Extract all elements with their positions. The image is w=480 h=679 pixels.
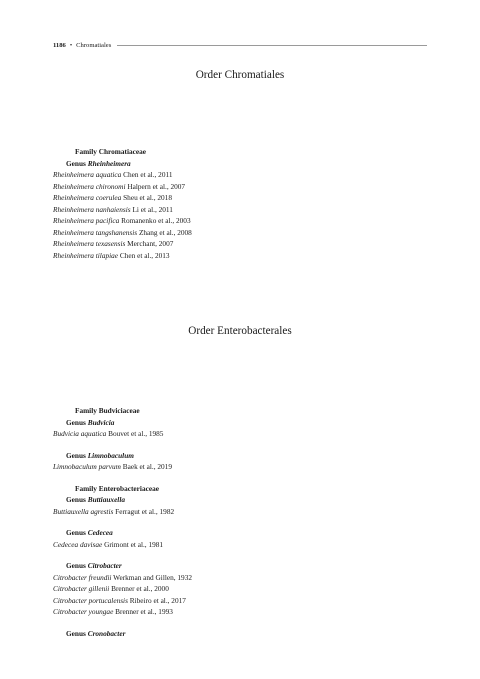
- enterobacterales-listing: [53, 405, 192, 639]
- genus-heading: Genus Cedecea: [66, 528, 113, 537]
- genus-name: Cedecea: [87, 528, 113, 537]
- species-entry: Rheinheimera nanhaiensis Li et al., 2011: [53, 204, 173, 214]
- chromatiales-listing: [53, 146, 192, 261]
- species-entry: Citrobacter gillenii Brenner et al., 2000: [53, 584, 169, 593]
- header-bullet: •: [69, 42, 73, 49]
- running-head: [53, 41, 427, 50]
- species-entry: Rheinheimera pacifica Romanenko et al., 2003: [53, 216, 191, 225]
- family-heading: Family Enterobacteriaceae: [75, 483, 159, 493]
- species-entry: Rheinheimera coerulea Sheu et al., 2018: [53, 193, 172, 202]
- header-rule: [117, 45, 427, 46]
- species-entry: Citrobacter portucalensis Ribeiro et al., 2017: [53, 595, 186, 605]
- species-entry: Citrobacter freundii Werkman and Gillen, 1932: [53, 572, 193, 582]
- genus-name: Budvicia: [87, 417, 115, 427]
- species-entry: Rheinheimera texasensis Merchant, 2007: [53, 239, 174, 248]
- genus-name: Limnobaculum: [87, 450, 134, 460]
- genus-heading: Genus Citrobacter: [66, 561, 122, 570]
- genus-heading: Genus Cronobacter: [66, 628, 126, 638]
- species-entry: Buttiauxella agrestis Ferragut et al., 1982: [53, 506, 175, 516]
- species-entry: Rheinheimera aquatica Chen et al., 2011: [53, 170, 173, 179]
- species-entry: Limnobaculum parvum Baek et al., 2019: [53, 462, 172, 471]
- genus-heading: Genus Buttiauxella: [66, 495, 126, 504]
- running-head-section: Chromatiales: [76, 42, 112, 49]
- species-entry: Budvicia aquatica Bouvet et al., 1985: [53, 429, 164, 438]
- species-entry: Rheinheimera chironomi Halpern et al., 2007: [53, 181, 186, 191]
- species-entry: Citrobacter youngae Brenner et al., 1993: [53, 607, 173, 616]
- genus-heading: Genus Rheinheimera: [66, 158, 131, 168]
- genus-name: Cronobacter: [87, 628, 126, 638]
- genus-name: Rheinheimera: [87, 158, 131, 168]
- family-heading: Family Budviciaceae: [75, 406, 140, 415]
- genus-name: Buttiauxella: [87, 495, 126, 504]
- genus-heading: Genus Budvicia: [66, 417, 115, 427]
- species-entry: Cedecea davisae Grimont et al., 1981: [53, 539, 164, 549]
- genus-heading: Genus Limnobaculum: [66, 450, 134, 460]
- species-entry: Rheinheimera tangshanensis Zhang et al., 2008: [53, 227, 192, 237]
- page-number: 1186: [53, 42, 66, 49]
- order-title-enterobacterales: Order Enterobacterales: [188, 325, 292, 337]
- order-title-chromatiales: Order Chromatiales: [195, 69, 285, 81]
- family-heading: Family Chromatiaceae: [75, 147, 146, 156]
- genus-name: Citrobacter: [87, 561, 122, 570]
- species-entry: Rheinheimera tilapiae Chen et al., 2013: [53, 250, 170, 260]
